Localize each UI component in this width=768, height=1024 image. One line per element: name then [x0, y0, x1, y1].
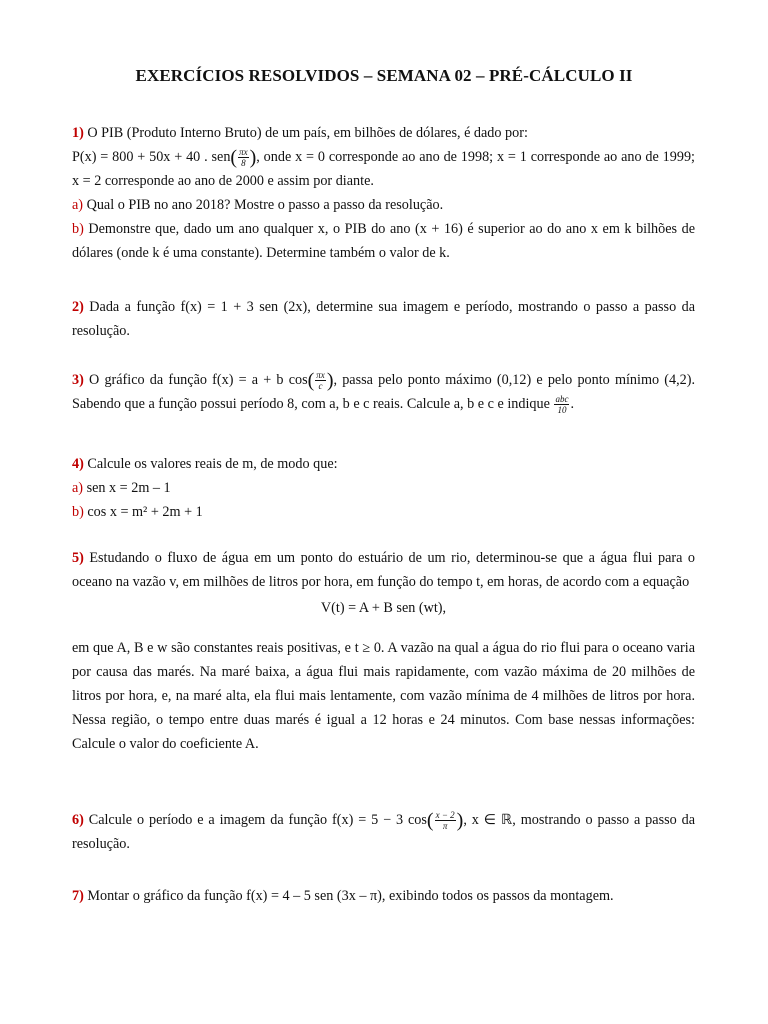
question-number: 2) — [72, 299, 84, 315]
question-text: O PIB (Produto Interno Bruto) de um país, em bilhões de dólares, é dado por: — [87, 125, 528, 141]
question-text: Montar o gráfico da função f(x) = 4 – 5 sen (3x – π), exibindo todos os passos da montagem. — [87, 888, 614, 904]
question-text: , passa pelo ponto máximo (0,12) e pelo ponto mínimo (4,2). Sabendo que a função possui período 8, com a, b e c reais. Calcule a, b e c e indique — [72, 372, 695, 412]
item-label: a) — [72, 480, 84, 496]
question-3: 3) O gráfico da função f(x) = a + b cos( $\frac{\pi x}{c}$ ), passa pelo ponto máximo (0,12) e pelo ponto mínimo (4,2). Sabendo que a função possui período 8, com a, b e c reais. Calcule a, b e c e indique $\frac{\text{abc}}{10}$ . — [72, 369, 695, 416]
page-title: EXERCÍCIOS RESOLVIDOS – SEMANA 02 – PRÉ-CÁLCULO II — [135, 66, 633, 85]
question-text: O gráfico da função f(x) = a + b cos — [89, 372, 308, 388]
question-6: 6) Calcule o período e a imagem da função f(x) = 5 − 3 cos( $\frac{x - 2}{\pi}$ ), x ∈ ℝ, mostrando o passo a passo da resolução. — [72, 809, 696, 852]
fraction: $\frac{\text{abc}}{10}$ — [555, 394, 569, 416]
formula: P(x) = 800 + 50x + 40 . sen — [72, 149, 231, 165]
question-5 — [72, 546, 695, 756]
item-label: a) — [72, 197, 84, 213]
question-text: em que A, B e w são constantes reais positivas, e t ≥ 0. A vazão na qual a água do rio flui para o oceano varia por causa das marés. Na maré baixa, a água flui mais rapidamente, com vazão máxima de 20 milhões de litros por hora, e, na maré alta, ela flui mais lentamente, com vazão mínima de 4 milhões de litros por hora. Nessa região, o tempo entre duas marés é igual a 12 horas e 24 minutos. Com base nessas informações: Calcule o valor do coeficiente A. — [72, 640, 695, 752]
question-number: 5) — [72, 550, 84, 566]
equation: V(t) = A + B sen (wt), — [320, 600, 447, 616]
question-1: 1) O PIB (Produto Interno Bruto) de um país, em bilhões de dólares, é dado por: P(x) = 800 + 50x + 40 . sen( $\frac{\pi x}{8}$ ), onde x = 0 corresponde ao ano de 1998; x = 1 corresponde ao ano de 1999; x = 2 corresponde ao ano de 2000 e assim por diante. a) Qual o PIB no ano 2018? Mostre o passo a passo da resolução. b) Demonstre que, dado um ano qualquer x, o PIB do ano (x + 16) é superior ao do ano x em k bilhões de dólares (onde k é uma constante). Determine também o valor de k. — [72, 125, 695, 261]
question-4 — [72, 452, 695, 524]
item-text: Demonstre que, dado um ano qualquer x, o PIB do ano (x + 16) é superior ao do ano x em k bilhões de dólares (onde k é uma constante). Determine também o valor de k. — [72, 221, 695, 261]
question-2 — [72, 295, 695, 343]
item-label: b) — [72, 221, 84, 237]
item-text: sen x = 2m – 1 — [86, 480, 171, 496]
question-text: Dada a função f(x) = 1 + 3 sen (2x), determine sua imagem e período, mostrando o passo a passo da resolução. — [72, 299, 696, 339]
question-text: Calcule o período e a imagem da função f(x) = 5 − 3 cos — [88, 812, 427, 828]
fraction: $\frac{\pi x}{8}$ — [239, 147, 248, 169]
item-text: cos x = m² + 2m + 1 — [87, 504, 203, 520]
question-number: 6) — [72, 812, 84, 828]
fraction: $\frac{x - 2}{\pi}$ — [435, 810, 455, 832]
question-number: 7) — [72, 888, 84, 904]
question-number: 3) — [72, 372, 84, 388]
question-text: , onde x = 0 corresponde ao ano de 1998; x = 1 corresponde ao ano de 1999; x = 2 corresponde ao ano de 2000 e assim por diante. — [72, 149, 695, 189]
question-text: Estudando o fluxo de água em um ponto do estuário de um rio, determinou-se que a água flui para o oceano na vazão v, em milhões de litros por hora, em função do tempo t, em horas, de acordo com a equação — [72, 550, 695, 590]
item-text: Qual o PIB no ano 2018? Mostre o passo a passo da resolução. — [86, 197, 444, 213]
question-number: 1) — [72, 125, 84, 141]
question-text: , x ∈ ℝ, mostrando o passo a passo da resolução. — [72, 812, 696, 852]
question-7 — [72, 884, 695, 908]
question-number: 4) — [72, 456, 84, 472]
item-label: b) — [72, 504, 84, 520]
question-text: Calcule os valores reais de m, de modo que: — [87, 456, 338, 472]
fraction: $\frac{\pi x}{c}$ — [316, 370, 325, 392]
